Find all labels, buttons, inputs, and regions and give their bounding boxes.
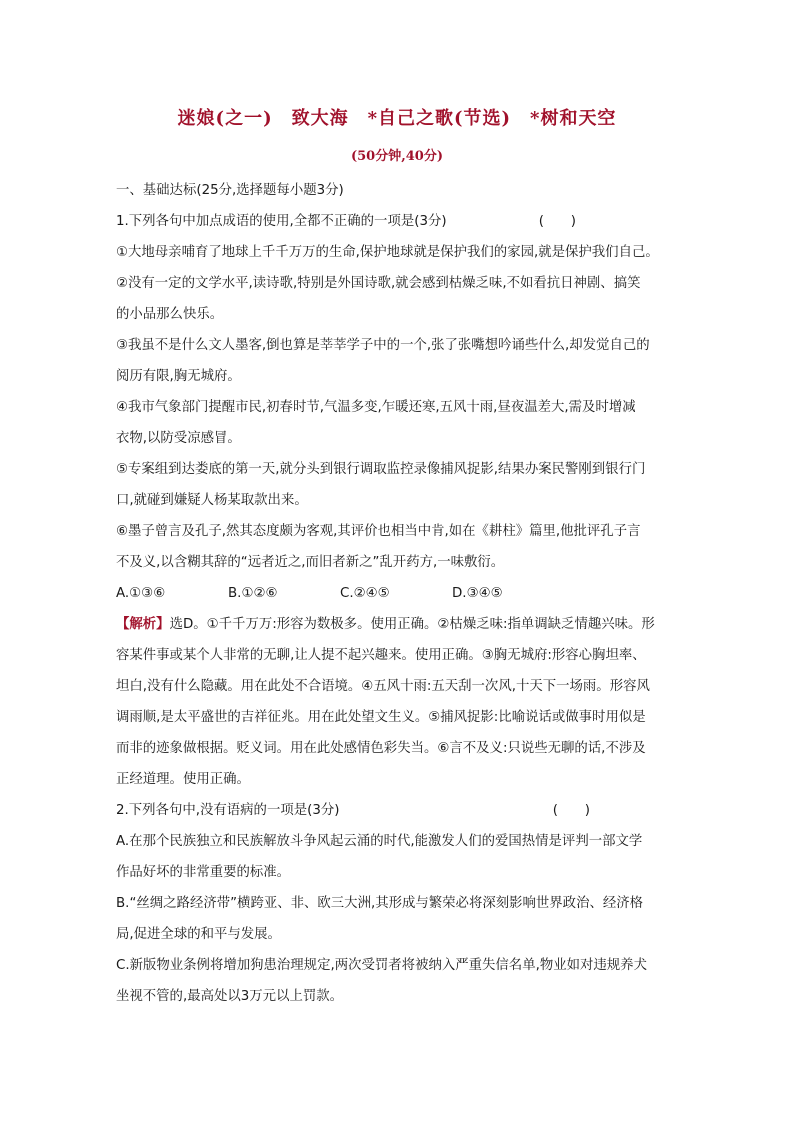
question-2-stem — [116, 795, 686, 826]
analysis-text: 选D。①千千万万:形容为数极多。使用正确。②枯燥乏味:指单调缺乏情趣兴味。形 — [169, 617, 655, 632]
q1-line: 不及义,以含糊其辞的“远者近之,而旧者新之”乱开药方,一味敷衍。 — [116, 555, 505, 570]
question-1-options — [116, 578, 686, 609]
q1-line: ④我市气象部门提醒市民,初春时节,气温多变,乍暖还寒,五风十雨,昼夜温差大,需及时增减 — [116, 400, 636, 415]
page-title: 迷娘(之一) 致大海 *自己之歌(节选) *树和天空 — [177, 108, 617, 129]
q2-line: B.“丝绸之路经济带”横跨亚、非、欧三大洲,其形成与繁荣必将深刻影响世界政治、经济格 — [116, 896, 644, 911]
analysis-line: 坦白,没有什么隐藏。用在此处不合语境。④五风十雨:五天刮一次风,十天下一场雨。形容风 — [116, 679, 650, 694]
analysis-line: 调雨顺,是太平盛世的吉祥征兆。用在此处望文生义。⑤捕风捉影:比喻说话或做事时用似是 — [116, 710, 646, 725]
option-d: D.③④⑤ — [452, 586, 503, 601]
q1-line: 阅历有限,胸无城府。 — [116, 369, 241, 384]
q2-line: A.在那个民族独立和民族解放斗争风起云涌的时代,能激发人们的爱国热情是评判一部文学 — [116, 834, 643, 849]
question-2-text: 2.下列各句中,没有语病的一项是(3分) — [116, 803, 340, 818]
question-1-stem — [116, 206, 686, 237]
analysis-line: 容某件事或某个人非常的无聊,让人提不起兴趣来。使用正确。③胸无城府:形容心胸坦率、 — [116, 648, 646, 663]
q1-line: ②没有一定的文学水平,读诗歌,特别是外国诗歌,就会感到枯燥乏味,不如看抗日神剧、搞笑 — [116, 276, 641, 291]
answer-blank: ( ) — [552, 803, 590, 818]
q2-line: 作品好坏的非常重要的标准。 — [116, 865, 291, 880]
section-heading: 一、基础达标(25分,选择题每小题3分) — [116, 183, 344, 198]
q1-line: 的小品那么快乐。 — [116, 307, 224, 322]
option-b: B.①②⑥ — [228, 586, 278, 601]
q1-line: 衣物,以防受凉感冒。 — [116, 431, 241, 446]
analysis-tag: 【解析】 — [116, 617, 170, 632]
document-body — [116, 175, 686, 1012]
analysis-line: 而非的迹象做根据。贬义词。用在此处感情色彩失当。⑥言不及义:只说些无聊的话,不涉及 — [116, 741, 646, 756]
q1-line: ①大地母亲哺育了地球上千千万万的生命,保护地球就是保护我们的家园,就是保护我们自己。 — [116, 245, 659, 260]
time-score-note: (50分钟,40分) — [350, 149, 443, 164]
option-c: C.②④⑤ — [340, 586, 390, 601]
q1-line: 口,就碰到嫌疑人杨某取款出来。 — [116, 493, 308, 508]
q1-line: ③我虽不是什么文人墨客,倒也算是莘莘学子中的一个,张了张嘴想吟诵些什么,却发觉自己的 — [116, 338, 650, 353]
q2-line: 局,促进全球的和平与发展。 — [116, 927, 281, 942]
analysis-line — [116, 609, 686, 640]
answer-blank: ( ) — [538, 214, 576, 229]
q1-line: ⑥墨子曾言及孔子,然其态度颇为客观,其评价也相当中肯,如在《耕柱》篇里,他批评孔子言 — [116, 524, 641, 539]
q2-line: C.新版物业条例将增加狗患治理规定,两次受罚者将被纳入严重失信名单,物业如对违规养犬 — [116, 958, 647, 973]
analysis-line: 正经道理。使用正确。 — [116, 772, 250, 787]
q2-line: 坐视不管的,最高处以3万元以上罚款。 — [116, 989, 344, 1004]
q1-line: ⑤专案组到达娄底的第一天,就分头到银行调取监控录像捕风捉影,结果办案民警刚到银行门 — [116, 462, 646, 477]
option-a: A.①③⑥ — [116, 586, 166, 601]
question-1-text: 1.下列各句中加点成语的使用,全都不正确的一项是(3分) — [116, 214, 447, 229]
